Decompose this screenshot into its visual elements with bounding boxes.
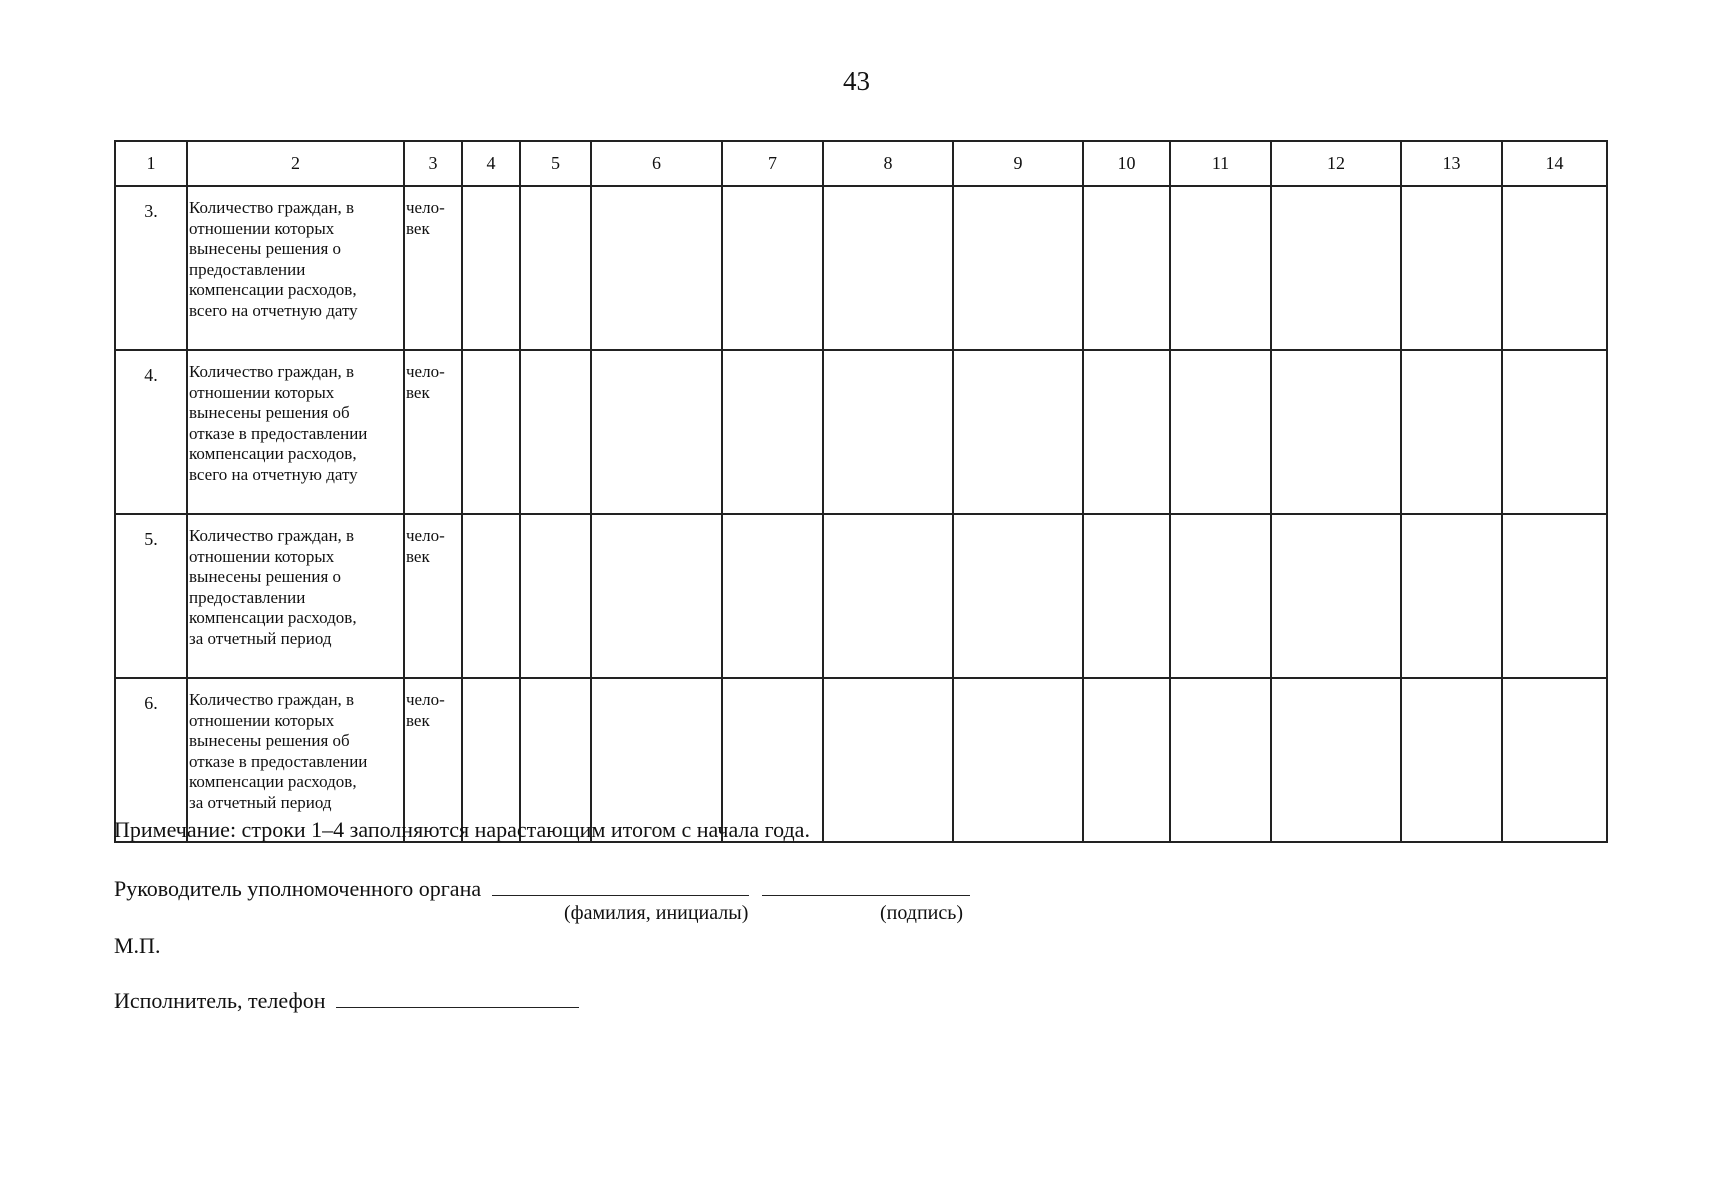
empty-cell[interactable] [722, 514, 823, 678]
column-header: 4 [462, 141, 520, 186]
empty-cell[interactable] [722, 350, 823, 514]
empty-cell[interactable] [1170, 678, 1271, 842]
empty-cell[interactable] [1170, 514, 1271, 678]
empty-cell[interactable] [1170, 186, 1271, 350]
empty-cell[interactable] [520, 186, 591, 350]
column-header: 14 [1502, 141, 1607, 186]
empty-cell[interactable] [1271, 514, 1401, 678]
name-caption: (фамилия, инициалы) [564, 902, 749, 924]
row-number: 6. [115, 678, 187, 842]
column-header: 10 [1083, 141, 1170, 186]
empty-cell[interactable] [823, 514, 953, 678]
row-indicator-name: Количество граждан, в отношении которых вынесены решения о предоставлении компенсации расходов, всего на отчетную дату [187, 186, 404, 350]
empty-cell[interactable] [1170, 350, 1271, 514]
empty-cell[interactable] [823, 678, 953, 842]
column-header: 1 [115, 141, 187, 186]
empty-cell[interactable] [953, 678, 1083, 842]
empty-cell[interactable] [823, 350, 953, 514]
empty-cell[interactable] [1083, 350, 1170, 514]
empty-cell[interactable] [520, 350, 591, 514]
row-unit: чело- век [404, 186, 462, 350]
column-header: 13 [1401, 141, 1502, 186]
empty-cell[interactable] [1502, 514, 1607, 678]
table-header-row [115, 141, 1607, 186]
empty-cell[interactable] [1271, 678, 1401, 842]
empty-cell[interactable] [823, 186, 953, 350]
column-header: 11 [1170, 141, 1271, 186]
column-header: 9 [953, 141, 1083, 186]
row-indicator-name: Количество граждан, в отношении которых вынесены решения о предоставлении компенсации расходов, за отчетный период [187, 514, 404, 678]
column-header: 12 [1271, 141, 1401, 186]
row-indicator-name: Количество граждан, в отношении которых вынесены решения об отказе в предоставлении компенсации расходов, за отчетный период [187, 678, 404, 842]
empty-cell[interactable] [1502, 186, 1607, 350]
manager-signature-blank[interactable] [762, 873, 970, 896]
empty-cell[interactable] [1271, 350, 1401, 514]
page-number: 43 [843, 66, 870, 96]
table-row [115, 514, 1607, 678]
row-unit: чело- век [404, 678, 462, 842]
empty-cell[interactable] [591, 186, 722, 350]
empty-cell[interactable] [722, 186, 823, 350]
row-number: 5. [115, 514, 187, 678]
row-unit: чело- век [404, 350, 462, 514]
empty-cell[interactable] [462, 350, 520, 514]
manager-signature-row [114, 873, 970, 902]
column-header: 6 [591, 141, 722, 186]
executor-label: Исполнитель, телефон [114, 988, 326, 1013]
empty-cell[interactable] [953, 350, 1083, 514]
table-note: Примечание: строки 1–4 заполняются нарастающим итогом с начала года. [114, 817, 810, 842]
empty-cell[interactable] [1401, 350, 1502, 514]
executor-row [114, 985, 579, 1014]
empty-cell[interactable] [953, 514, 1083, 678]
empty-cell[interactable] [520, 514, 591, 678]
empty-cell[interactable] [1083, 186, 1170, 350]
empty-cell[interactable] [1502, 350, 1607, 514]
signature-caption: (подпись) [880, 902, 964, 924]
row-number: 3. [115, 186, 187, 350]
column-header: 7 [722, 141, 823, 186]
empty-cell[interactable] [591, 350, 722, 514]
stamp-label: М.П. [114, 933, 161, 958]
row-number: 4. [115, 350, 187, 514]
empty-cell[interactable] [1271, 186, 1401, 350]
empty-cell[interactable] [1401, 186, 1502, 350]
empty-cell[interactable] [462, 514, 520, 678]
table-row [115, 350, 1607, 514]
table-row [115, 186, 1607, 350]
manager-signature-label: Руководитель уполномоченного органа [114, 876, 482, 901]
column-header: 5 [520, 141, 591, 186]
report-table [114, 140, 1608, 843]
row-indicator-name: Количество граждан, в отношении которых вынесены решения об отказе в предоставлении компенсации расходов, всего на отчетную дату [187, 350, 404, 514]
row-unit: чело- век [404, 514, 462, 678]
column-header: 2 [187, 141, 404, 186]
empty-cell[interactable] [1401, 678, 1502, 842]
empty-cell[interactable] [462, 186, 520, 350]
empty-cell[interactable] [953, 186, 1083, 350]
empty-cell[interactable] [1401, 514, 1502, 678]
column-header: 8 [823, 141, 953, 186]
manager-name-blank[interactable] [492, 873, 749, 896]
empty-cell[interactable] [1083, 678, 1170, 842]
executor-phone-blank[interactable] [336, 985, 579, 1008]
empty-cell[interactable] [591, 514, 722, 678]
empty-cell[interactable] [1502, 678, 1607, 842]
column-header: 3 [404, 141, 462, 186]
empty-cell[interactable] [1083, 514, 1170, 678]
